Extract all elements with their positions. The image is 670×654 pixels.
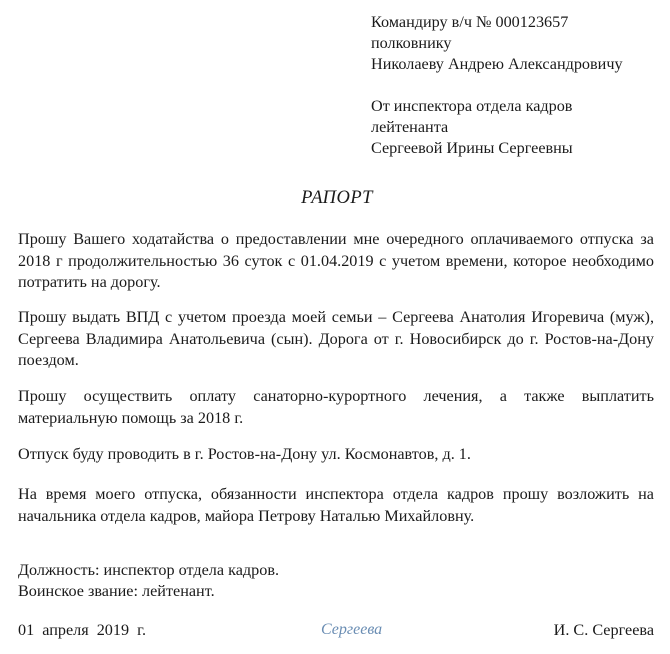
sender-position: От инспектора отдела кадров	[371, 97, 573, 115]
document-title: РАПОРТ	[301, 188, 373, 208]
addressee-name: Николаеву Андрею Александровичу	[371, 55, 623, 73]
paragraph-vacation-address: Отпуск буду проводить в г. Ростов-на-Дону ул. Космонавтов, д. 1.	[18, 445, 471, 463]
addressee-unit: Командиру в/ч № 000123657	[371, 13, 569, 31]
paragraph-duties-delegation: На время моего отпуска, обязанности инспектора отдела кадров прошу возложить на начальника отдела кадров, майора Петрову Наталью Михайловну.	[18, 485, 654, 525]
addressee-rank: полковнику	[371, 34, 452, 52]
signature-row	[18, 619, 654, 641]
paragraph-leave-request: Прошу Вашего ходатайства о предоставлении мне очередного оплачиваемого отпуска за 2018 г продолжительностью 36 суток с 01.04.2019 с учетом времени, которое необходимо потратить на дорогу.	[18, 230, 654, 291]
paragraph-travel-documents: Прошу выдать ВПД с учетом проезда моей семьи – Сергеева Анатолия Игоревича (муж), Сергеева Владимира Анатольевича (сын). Дорога от г. Новосибирск до г. Ростов-на-Дону поездом.	[18, 308, 654, 369]
sender-rank: лейтенанта	[371, 118, 449, 136]
signer-name: И. С. Сергеева	[553, 621, 654, 639]
spacer	[371, 75, 623, 96]
signer-info	[18, 560, 279, 602]
rank-line: Воинское звание: лейтенант.	[18, 582, 215, 600]
paragraph-sanatorium-payment: Прошу осуществить оплату санаторно-курортного лечения, а также выплатить материальную помощь за 2018 г.	[18, 387, 654, 427]
sender-name: Сергеевой Ирины Сергеевны	[371, 139, 573, 157]
signature-date: 01 апреля 2019 г.	[18, 621, 146, 639]
position-line: Должность: инспектор отдела кадров.	[18, 561, 280, 579]
addressee-block	[371, 12, 623, 159]
handwritten-signature: Сергеева	[321, 621, 383, 638]
